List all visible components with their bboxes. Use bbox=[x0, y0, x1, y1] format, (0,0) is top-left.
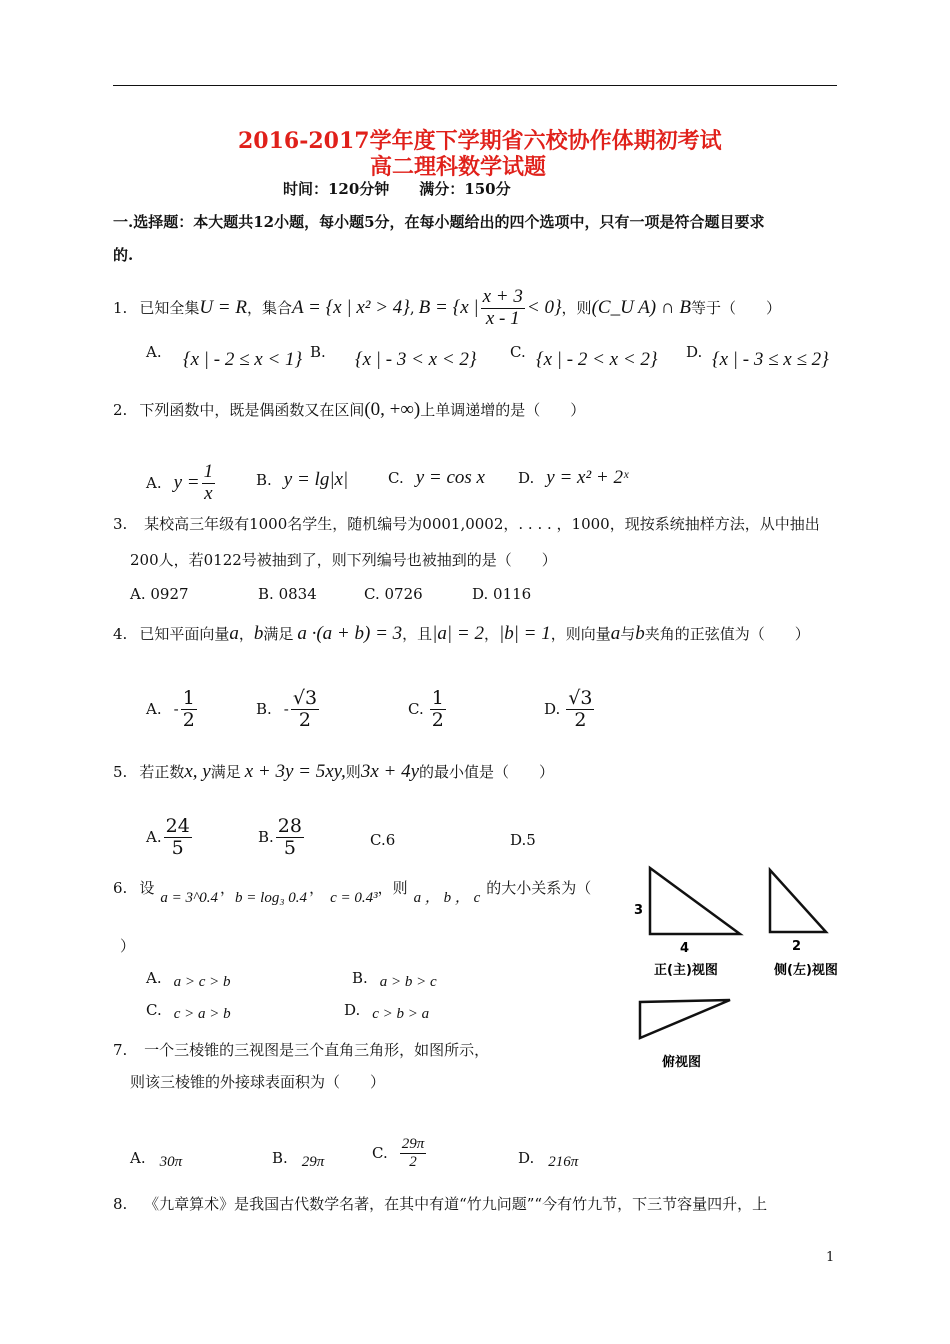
question-4-stem: 4. 已知平面向量 a ， b 满足 a ·(a + b) = 3 ，且 |a| = 2 ， |b| = 1 ，则向量 a 与 b 夹角的正弦值为（ ） bbox=[113, 623, 810, 644]
fraction: $\frac{1}{x}$ bbox=[203, 461, 214, 504]
q2-option-c: C. y = cos x bbox=[388, 467, 485, 488]
side-view-caption: 侧(左)视图 bbox=[774, 963, 838, 978]
q6-option-d: D. c > b > a bbox=[344, 1001, 430, 1022]
top-view-caption: 俯视图 bbox=[662, 1055, 702, 1070]
exam-time-info: 时间：120分钟 满分：150分 bbox=[283, 180, 511, 198]
q4-option-c: C. $\frac{1}{2}$ bbox=[408, 687, 444, 731]
q3-option-c: C. 0726 bbox=[364, 585, 423, 603]
q4-option-d: D. $\frac{√3}{2}$ bbox=[544, 687, 593, 731]
question-6-stem: 6. 设 a = 3^0.4 ， b = log₃ 0.4 ， c = 0.4³ ，则 a ， b ， c 的大小关系为（ bbox=[113, 879, 592, 906]
question-8-stem: 8. 《九章算术》是我国古代数学名著，在其中有道“竹九问题”“今有竹九节，下三节容量四升，上 bbox=[113, 1195, 768, 1213]
q6-option-a: A. a > c > b bbox=[146, 969, 231, 990]
q6-option-c: C. c > a > b bbox=[146, 1001, 231, 1022]
question-3-stem: 3. 某校高三年级有1000名学生，随机编号为0001,0002，. . . . ，1000，现按系统抽样方法，从中抽出 bbox=[113, 515, 820, 533]
section-heading-cont: 的. bbox=[113, 246, 134, 264]
q1-option-a: {x | - 2 ≤ x < 1} bbox=[183, 349, 303, 370]
q5-option-d: D.5 bbox=[510, 831, 536, 849]
q5-option-c: C.6 bbox=[370, 831, 396, 849]
question-7-stem-cont: 则该三棱锥的外接球表面积为（ ） bbox=[130, 1073, 386, 1091]
q7-option-d: D. 216π bbox=[518, 1149, 579, 1170]
q1-option-b: {x | - 3 < x < 2} bbox=[355, 349, 477, 370]
q1-option-d: {x | - 3 ≤ x ≤ 2} bbox=[712, 349, 829, 370]
q4-option-a: A. - $\frac{1}{2}$ bbox=[146, 687, 195, 731]
question-number: 3. bbox=[113, 515, 128, 533]
q1-option-c-label: C. bbox=[510, 343, 526, 361]
top-view-triangle bbox=[640, 1000, 730, 1038]
front-view-triangle bbox=[650, 868, 740, 934]
q3-option-b: B. 0834 bbox=[258, 585, 317, 603]
title-line-2: 高二理科数学试题 bbox=[370, 154, 547, 180]
q6-option-b: B. a > b > c bbox=[352, 969, 437, 990]
q4-option-b: B. - $\frac{√3}{2}$ bbox=[256, 687, 318, 731]
title-line-1: 2016-2017学年度下学期省六校协作体期初考试 bbox=[238, 128, 722, 154]
side-view-triangle bbox=[770, 870, 826, 932]
question-number: 8. bbox=[113, 1195, 128, 1213]
question-number: 5. bbox=[113, 763, 128, 781]
question-number: 7. bbox=[113, 1041, 128, 1059]
question-number: 6. bbox=[113, 879, 128, 897]
q1-option-d-label: D. bbox=[686, 343, 703, 361]
page-number: 1 bbox=[826, 1250, 835, 1265]
fraction: $\frac{x + 3}{x - 1}$ bbox=[482, 286, 523, 329]
front-view-caption: 正(主)视图 bbox=[654, 963, 718, 978]
q5-option-b: B. $\frac{28}{5}$ bbox=[258, 815, 302, 859]
q1-option-a-label: A. bbox=[146, 343, 162, 361]
q1-option-b-label: B. bbox=[310, 343, 326, 361]
q2-option-b: B. y = lg|x| bbox=[256, 469, 349, 490]
question-6-close: ） bbox=[120, 937, 136, 955]
question-1-stem: 1. 已知全集 U = R ，集合 A = {x | x² > 4} , B = {x | $\frac{x + 3}{x - 1}$ < 0} ，则 (C_U A) ∩ B 等于（ ） bbox=[113, 286, 781, 329]
question-number: 1. bbox=[113, 299, 128, 318]
section-heading: 一.选择题：本大题共12小题，每小题5分，在每小题给出的四个选项中，只有一项是符合题目要求 bbox=[113, 213, 765, 231]
q1-option-c: {x | - 2 < x < 2} bbox=[536, 349, 658, 370]
q2-option-a: A. y = $\frac{1}{x}$ bbox=[146, 461, 214, 504]
q5-option-a: A. $\frac{24}{5}$ bbox=[146, 815, 190, 859]
q7-option-c: C. $\frac{29\pi}{2}$ bbox=[372, 1136, 425, 1170]
question-number: 2. bbox=[113, 401, 128, 419]
three-view-figure bbox=[620, 862, 850, 1074]
question-2-stem: 2. 下列函数中，既是偶函数又在区间 (0, +∞) 上单调递增的是（ ） bbox=[113, 399, 586, 420]
question-7-stem: 7. 一个三棱锥的三视图是三个直角三角形，如图所示， bbox=[113, 1041, 490, 1059]
q3-option-a: A. 0927 bbox=[130, 585, 189, 603]
side-base-label: 2 bbox=[792, 939, 802, 954]
question-3-stem-cont: 200人，若0122号被抽到了，则下列编号也被抽到的是（ ） bbox=[130, 551, 557, 569]
top-rule bbox=[113, 85, 837, 86]
q3-option-d: D. 0116 bbox=[472, 585, 532, 603]
question-number: 4. bbox=[113, 625, 128, 643]
question-5-stem: 5. 若正数 x, y 满足 x + 3y = 5xy, 则 3x + 4y 的最小值是（ ） bbox=[113, 761, 555, 782]
q7-option-a: A. 30π bbox=[130, 1149, 183, 1170]
q7-option-b: B. 29π bbox=[272, 1149, 325, 1170]
q2-option-d: D. y = x² + 2ˣ bbox=[518, 467, 629, 488]
front-base-label: 4 bbox=[680, 941, 690, 956]
front-height-label: 3 bbox=[634, 903, 644, 918]
